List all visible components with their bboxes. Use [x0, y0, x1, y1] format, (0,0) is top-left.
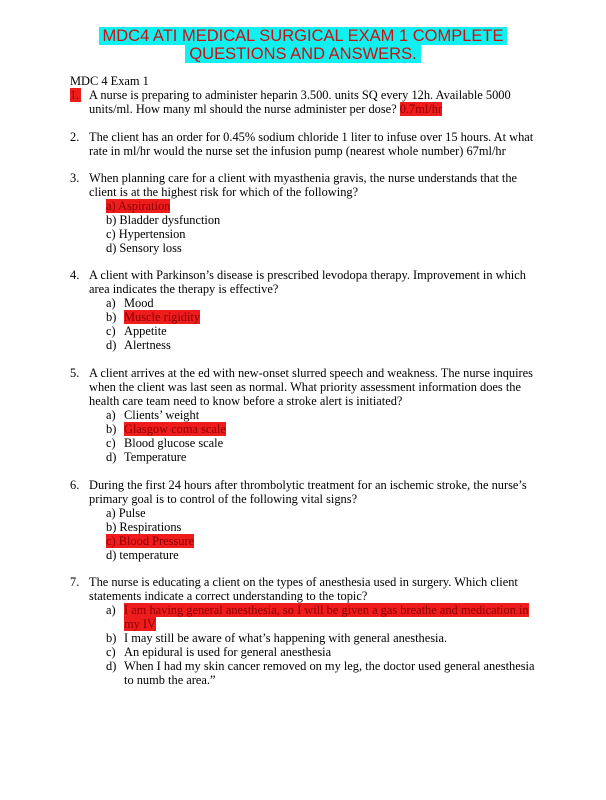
- option-list: [106, 603, 540, 687]
- option-c: c) An epidural is used for general anesthesia: [106, 645, 332, 659]
- question-number: 4.: [70, 268, 80, 282]
- option-d: d) Alertness: [106, 338, 171, 352]
- question-1: [70, 88, 540, 116]
- option-c: c) Blood glucose scale: [106, 436, 224, 450]
- question-text: The client has an order for 0.45% sodium chloride 1 liter to infuse over 15 hours. At what rate in ml/hr would the nurse set the infusion pump (nearest whole number) 67ml/hr: [89, 130, 534, 158]
- option-d: d) When I had my skin cancer removed on my leg, the doctor used general anesthesia to numb the area.”: [106, 659, 535, 687]
- option-c: c) Blood Pressure: [106, 534, 195, 548]
- option-a: a) I am having general anesthesia, so I will be given a gas breathe and medication in my IV: [106, 603, 529, 631]
- question-text: When planning care for a client with myasthenia gravis, the nurse understands that the client is at the highest risk for which of the following?: [89, 171, 518, 199]
- title-line-2: QUESTIONS AND ANSWERS.: [185, 45, 420, 63]
- question-number: 5.: [70, 366, 80, 380]
- question-number: 7.: [70, 575, 80, 589]
- option-b: b) Respirations: [106, 520, 182, 534]
- question-text: The nurse is educating a client on the types of anesthesia used in surgery. Which client statements indicate a correct understanding to the topic?: [89, 575, 518, 603]
- option-list: [106, 296, 540, 352]
- option-b: b) Glasgow coma scale: [106, 422, 226, 436]
- option-a: a) Aspiration: [106, 199, 171, 213]
- option-a: a) Clients’ weight: [106, 408, 200, 422]
- option-list: [106, 506, 540, 562]
- option-b: b) Muscle rigidity: [106, 310, 201, 324]
- question-text: A client with Parkinson’s disease is prescribed levodopa therapy. Improvement in which area indicates the therapy is effective?: [89, 268, 526, 296]
- question-5: [70, 366, 540, 464]
- option-list: [106, 408, 540, 464]
- option-list: [106, 199, 540, 255]
- option-c: c) Appetite: [106, 324, 167, 338]
- question-3: [70, 171, 540, 255]
- option-c: c) Hypertension: [106, 227, 186, 241]
- question-number: 6.: [70, 478, 80, 492]
- question-2: [70, 130, 540, 158]
- answer-highlight: 0.7ml/hr: [399, 102, 443, 116]
- exam-label: MDC 4 Exam 1: [70, 74, 149, 88]
- question-number: 2.: [70, 130, 80, 144]
- question-text: A nurse is preparing to administer heparin 3.500. units SQ every 12h. Available 5000 units/ml. How many ml should the nurse administer per dose? 0.7ml/hr: [89, 88, 511, 116]
- option-a: a) Pulse: [106, 506, 146, 520]
- option-b: b) I may still be aware of what’s happening with general anesthesia.: [106, 631, 448, 645]
- option-a: a) Mood: [106, 296, 154, 310]
- document-title: [0, 27, 606, 63]
- question-4: [70, 268, 540, 352]
- question-number: 1.: [70, 88, 80, 102]
- question-6: [70, 478, 540, 562]
- option-d: d) temperature: [106, 548, 179, 562]
- option-d: d) Temperature: [106, 450, 187, 464]
- title-line-1: MDC4 ATI MEDICAL SURGICAL EXAM 1 COMPLETE: [99, 27, 508, 45]
- question-text: During the first 24 hours after thrombolytic treatment for an ischemic stroke, the nurse’s primary goal is to control of the following vital signs?: [89, 478, 527, 506]
- question-text: A client arrives at the ed with new-onset slurred speech and weakness. The nurse inquires when the client was last seen as normal. What priority assessment information does the health care team need to know before a stroke alert is initiated?: [89, 366, 533, 408]
- question-number: 3.: [70, 171, 80, 185]
- question-7: [70, 575, 540, 687]
- option-b: b) Bladder dysfunction: [106, 213, 221, 227]
- option-d: d) Sensory loss: [106, 241, 182, 255]
